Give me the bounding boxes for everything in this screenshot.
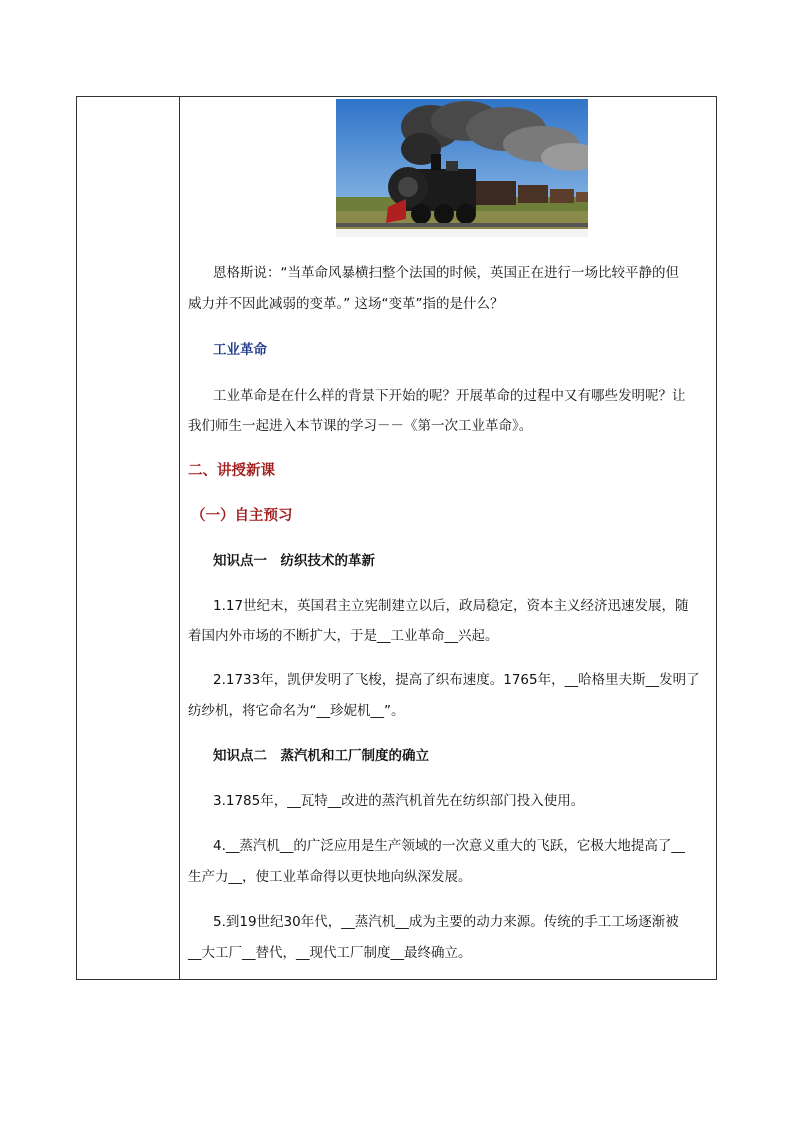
paragraph-line: 恩格斯说：“当革命风暴横扫整个法国的时候，英国正在进行一场比较平静的但	[213, 265, 679, 281]
paragraph-line: 4.__蒸汽机__的广泛应用是生产领域的一次意义重大的飞跃，它极大地提高了__	[213, 838, 685, 854]
paragraph-line: 5.到19世纪30年代，__蒸汽机__成为主要的动力来源。传统的手工工场逐渐被	[213, 914, 679, 930]
paragraph-line: 我们师生一起进入本节课的学习－－《第一次工业革命》。	[188, 418, 533, 434]
paragraph-line: 着国内外市场的不断扩大，于是__工业革命__兴起。	[188, 628, 499, 644]
locomotive-illustration	[336, 99, 588, 237]
paragraph-line: 纺纱机，将它命名为“__珍妮机__”。	[188, 703, 405, 719]
section-heading: 二、讲授新课	[188, 463, 275, 479]
locomotive-photo	[336, 99, 588, 237]
paragraph-line: 3.1785年，__瓦特__改进的蒸汽机首先在纺织部门投入使用。	[213, 793, 585, 809]
subsection-heading: （一）自主预习	[191, 508, 293, 524]
paragraph-line: 生产力__，使工业革命得以更快地向纵深发展。	[188, 869, 472, 885]
knowledge-point-heading: 知识点一 纺织技术的革新	[213, 553, 375, 569]
lesson-table	[76, 96, 717, 980]
answer-heading: 工业革命	[213, 342, 267, 358]
paragraph-line: 威力并不因此减弱的变革。” 这场“变革”指的是什么？	[188, 296, 504, 312]
paragraph-line: 工业革命是在什么样的背景下开始的呢？开展革命的过程中又有哪些发明呢？让	[213, 388, 686, 404]
paragraph-line: 1.17世纪末，英国君主立宪制建立以后，政局稳定，资本主义经济迅速发展，随	[213, 598, 689, 614]
knowledge-point-heading: 知识点二 蒸汽机和工厂制度的确立	[213, 748, 429, 764]
paragraph-line: 2.1733年，凯伊发明了飞梭，提高了织布速度。1765年，__哈格里夫斯__发明了	[213, 672, 700, 688]
column-divider	[179, 97, 180, 979]
paragraph-line: __大工厂__替代，__现代工厂制度__最终确立。	[188, 945, 472, 961]
